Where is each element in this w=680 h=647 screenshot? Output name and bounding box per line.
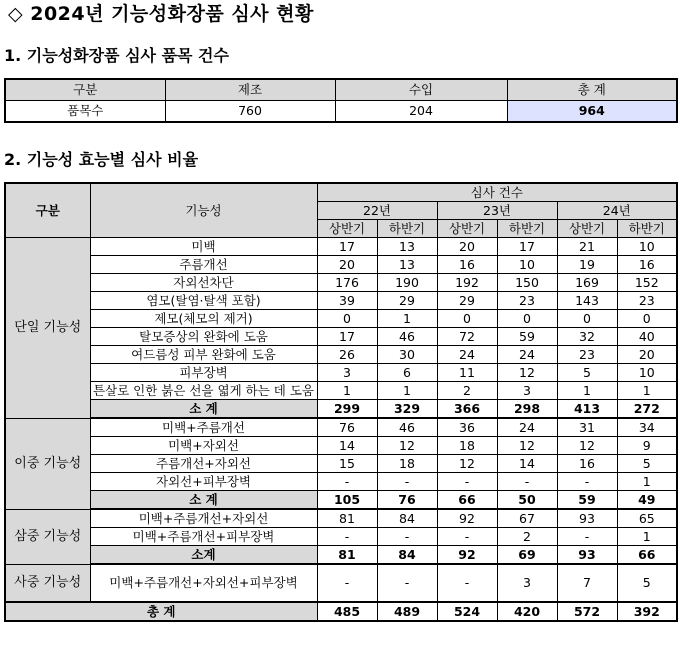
- header-half: 상반기: [317, 220, 377, 238]
- value-cell: 32: [557, 328, 617, 346]
- value-cell: 3: [497, 382, 557, 400]
- row-label: 품목수: [5, 101, 165, 123]
- function-name: 미백+주름개선+자외선: [90, 509, 317, 528]
- value-cell: 6: [377, 364, 437, 382]
- value-cell: 19: [557, 256, 617, 274]
- value-cell: 12: [497, 364, 557, 382]
- value-cell: 1: [317, 382, 377, 400]
- value-cell: 5: [617, 564, 677, 602]
- value-cell: 34: [617, 418, 677, 437]
- value-cell: 15: [317, 455, 377, 473]
- category-cell: 단일 기능성: [5, 238, 90, 419]
- value-cell: 10: [497, 256, 557, 274]
- value-cell: 30: [377, 346, 437, 364]
- table-row: [5, 238, 677, 256]
- value-cell: 11: [437, 364, 497, 382]
- value-cell: 65: [617, 509, 677, 528]
- function-name: 자외선차단: [90, 274, 317, 292]
- value-cell: 1: [617, 473, 677, 491]
- value-cell: 105: [317, 491, 377, 510]
- value-cell: 524: [437, 602, 497, 621]
- value-cell: -: [437, 528, 497, 546]
- value-cell: 420: [497, 602, 557, 621]
- grand-total-label: 총 계: [5, 602, 317, 621]
- header-cell: 제조: [165, 79, 335, 101]
- value-cell: 59: [497, 328, 557, 346]
- value-cell: 12: [377, 437, 437, 455]
- function-name: 미백+주름개선: [90, 418, 317, 437]
- value-cell: 49: [617, 491, 677, 510]
- function-name: 미백+주름개선+피부장벽: [90, 528, 317, 546]
- value-cell: 16: [617, 256, 677, 274]
- value-cell: 76: [377, 491, 437, 510]
- value-cell: -: [317, 528, 377, 546]
- value-cell: 413: [557, 400, 617, 419]
- header-category: 구분: [5, 183, 90, 238]
- table-cell: 204: [335, 101, 507, 123]
- function-name: 염모(탈염·탈색 포함): [90, 292, 317, 310]
- value-cell: 143: [557, 292, 617, 310]
- value-cell: 21: [557, 238, 617, 256]
- subtotal-label: 소 계: [90, 491, 317, 510]
- header-half: 상반기: [437, 220, 497, 238]
- value-cell: -: [437, 473, 497, 491]
- value-cell: 169: [557, 274, 617, 292]
- total-cell: 964: [507, 101, 677, 123]
- table-row: [5, 364, 677, 382]
- value-cell: 20: [437, 238, 497, 256]
- value-cell: -: [557, 473, 617, 491]
- section2-heading: 2. 기능성 효능별 심사 비율: [4, 150, 199, 169]
- efficacy-table: [4, 182, 678, 622]
- function-name: 여드름성 피부 완화에 도움: [90, 346, 317, 364]
- function-name: 탈모증상의 완화에 도움: [90, 328, 317, 346]
- value-cell: 67: [497, 509, 557, 528]
- value-cell: 14: [317, 437, 377, 455]
- function-name: 튼살로 인한 붉은 선을 엷게 하는 데 도움: [90, 382, 317, 400]
- value-cell: 16: [437, 256, 497, 274]
- subtotal-label: 소 계: [90, 400, 317, 419]
- category-cell: 이중 기능성: [5, 418, 90, 509]
- grand-total-row: [5, 602, 677, 621]
- header-year: 23년: [437, 202, 557, 220]
- value-cell: 572: [557, 602, 617, 621]
- subtotal-label: 소계: [90, 546, 317, 565]
- value-cell: 366: [437, 400, 497, 419]
- value-cell: 23: [557, 346, 617, 364]
- value-cell: 1: [377, 310, 437, 328]
- value-cell: 93: [557, 546, 617, 565]
- value-cell: 485: [317, 602, 377, 621]
- value-cell: 7: [557, 564, 617, 602]
- header-half: 상반기: [557, 220, 617, 238]
- header-cell: 구분: [5, 79, 165, 101]
- value-cell: 3: [497, 564, 557, 602]
- page-title: ◇ 2024년 기능성화장품 심사 현황: [8, 3, 314, 25]
- value-cell: 81: [317, 546, 377, 565]
- item-count-table: [4, 78, 678, 123]
- table-row: [5, 274, 677, 292]
- value-cell: 13: [377, 256, 437, 274]
- value-cell: 1: [617, 382, 677, 400]
- value-cell: 46: [377, 418, 437, 437]
- value-cell: 72: [437, 328, 497, 346]
- value-cell: 12: [497, 437, 557, 455]
- table-row: [5, 256, 677, 274]
- value-cell: 39: [317, 292, 377, 310]
- value-cell: 272: [617, 400, 677, 419]
- value-cell: 18: [437, 437, 497, 455]
- value-cell: 3: [317, 364, 377, 382]
- value-cell: 46: [377, 328, 437, 346]
- value-cell: 10: [617, 238, 677, 256]
- table-row: [5, 418, 677, 437]
- header-half: 하반기: [377, 220, 437, 238]
- table-row: [5, 528, 677, 546]
- function-name: 주름개선: [90, 256, 317, 274]
- value-cell: 50: [497, 491, 557, 510]
- function-name: 피부장벽: [90, 364, 317, 382]
- value-cell: 5: [557, 364, 617, 382]
- value-cell: 329: [377, 400, 437, 419]
- value-cell: 92: [437, 546, 497, 565]
- value-cell: -: [317, 473, 377, 491]
- value-cell: 1: [557, 382, 617, 400]
- value-cell: 24: [437, 346, 497, 364]
- value-cell: 23: [617, 292, 677, 310]
- value-cell: 0: [437, 310, 497, 328]
- value-cell: 20: [617, 346, 677, 364]
- value-cell: 298: [497, 400, 557, 419]
- value-cell: 1: [377, 382, 437, 400]
- value-cell: 26: [317, 346, 377, 364]
- function-name: 주름개선+자외선: [90, 455, 317, 473]
- function-name: 자외선+피부장벽: [90, 473, 317, 491]
- value-cell: 150: [497, 274, 557, 292]
- value-cell: 14: [497, 455, 557, 473]
- value-cell: 29: [437, 292, 497, 310]
- function-name: 미백+주름개선+자외선+피부장벽: [90, 564, 317, 602]
- section1-heading: 1. 기능성화장품 심사 품목 건수: [4, 46, 229, 65]
- value-cell: -: [377, 473, 437, 491]
- function-name: 제모(체모의 제거): [90, 310, 317, 328]
- value-cell: -: [377, 564, 437, 602]
- value-cell: -: [377, 528, 437, 546]
- table-row: [5, 473, 677, 491]
- value-cell: 40: [617, 328, 677, 346]
- value-cell: 29: [377, 292, 437, 310]
- subtotal-row: [5, 546, 677, 565]
- value-cell: 17: [497, 238, 557, 256]
- table-row: [5, 328, 677, 346]
- table-row: [5, 346, 677, 364]
- value-cell: 18: [377, 455, 437, 473]
- value-cell: 0: [317, 310, 377, 328]
- subtotal-row: [5, 491, 677, 510]
- value-cell: 12: [437, 455, 497, 473]
- value-cell: 84: [377, 546, 437, 565]
- table-row: [5, 101, 677, 123]
- value-cell: 176: [317, 274, 377, 292]
- value-cell: 17: [317, 238, 377, 256]
- value-cell: 66: [437, 491, 497, 510]
- table-row: [5, 310, 677, 328]
- value-cell: 59: [557, 491, 617, 510]
- value-cell: 9: [617, 437, 677, 455]
- value-cell: 2: [497, 528, 557, 546]
- value-cell: 190: [377, 274, 437, 292]
- value-cell: 69: [497, 546, 557, 565]
- category-cell: 사중 기능성: [5, 564, 90, 602]
- table-row: [5, 564, 677, 602]
- header-half: 하반기: [617, 220, 677, 238]
- table-header-row: [5, 79, 677, 101]
- table-row: [5, 509, 677, 528]
- value-cell: 20: [317, 256, 377, 274]
- header-function: 기능성: [90, 183, 317, 238]
- value-cell: 192: [437, 274, 497, 292]
- value-cell: 23: [497, 292, 557, 310]
- value-cell: 0: [557, 310, 617, 328]
- value-cell: 16: [557, 455, 617, 473]
- header-cell: 총 계: [507, 79, 677, 101]
- value-cell: 81: [317, 509, 377, 528]
- header-year: 24년: [557, 202, 677, 220]
- function-name: 미백: [90, 238, 317, 256]
- table-cell: 760: [165, 101, 335, 123]
- value-cell: 5: [617, 455, 677, 473]
- table-row: [5, 455, 677, 473]
- header-year: 22년: [317, 202, 437, 220]
- value-cell: 1: [617, 528, 677, 546]
- value-cell: 0: [497, 310, 557, 328]
- table-header-row: [5, 183, 677, 202]
- value-cell: -: [497, 473, 557, 491]
- subtotal-row: [5, 400, 677, 419]
- value-cell: 66: [617, 546, 677, 565]
- category-cell: 삼중 기능성: [5, 509, 90, 564]
- value-cell: 84: [377, 509, 437, 528]
- value-cell: -: [557, 528, 617, 546]
- value-cell: -: [437, 564, 497, 602]
- value-cell: -: [317, 564, 377, 602]
- value-cell: 31: [557, 418, 617, 437]
- header-cell: 수입: [335, 79, 507, 101]
- table-row: [5, 382, 677, 400]
- value-cell: 10: [617, 364, 677, 382]
- value-cell: 299: [317, 400, 377, 419]
- value-cell: 36: [437, 418, 497, 437]
- value-cell: 489: [377, 602, 437, 621]
- value-cell: 12: [557, 437, 617, 455]
- value-cell: 24: [497, 418, 557, 437]
- table-row: [5, 437, 677, 455]
- value-cell: 2: [437, 382, 497, 400]
- value-cell: 93: [557, 509, 617, 528]
- value-cell: 92: [437, 509, 497, 528]
- value-cell: 0: [617, 310, 677, 328]
- value-cell: 152: [617, 274, 677, 292]
- value-cell: 13: [377, 238, 437, 256]
- value-cell: 392: [617, 602, 677, 621]
- value-cell: 17: [317, 328, 377, 346]
- value-cell: 76: [317, 418, 377, 437]
- function-name: 미백+자외선: [90, 437, 317, 455]
- header-half: 하반기: [497, 220, 557, 238]
- header-review-count: 심사 건수: [317, 183, 677, 202]
- value-cell: 24: [497, 346, 557, 364]
- table-row: [5, 292, 677, 310]
